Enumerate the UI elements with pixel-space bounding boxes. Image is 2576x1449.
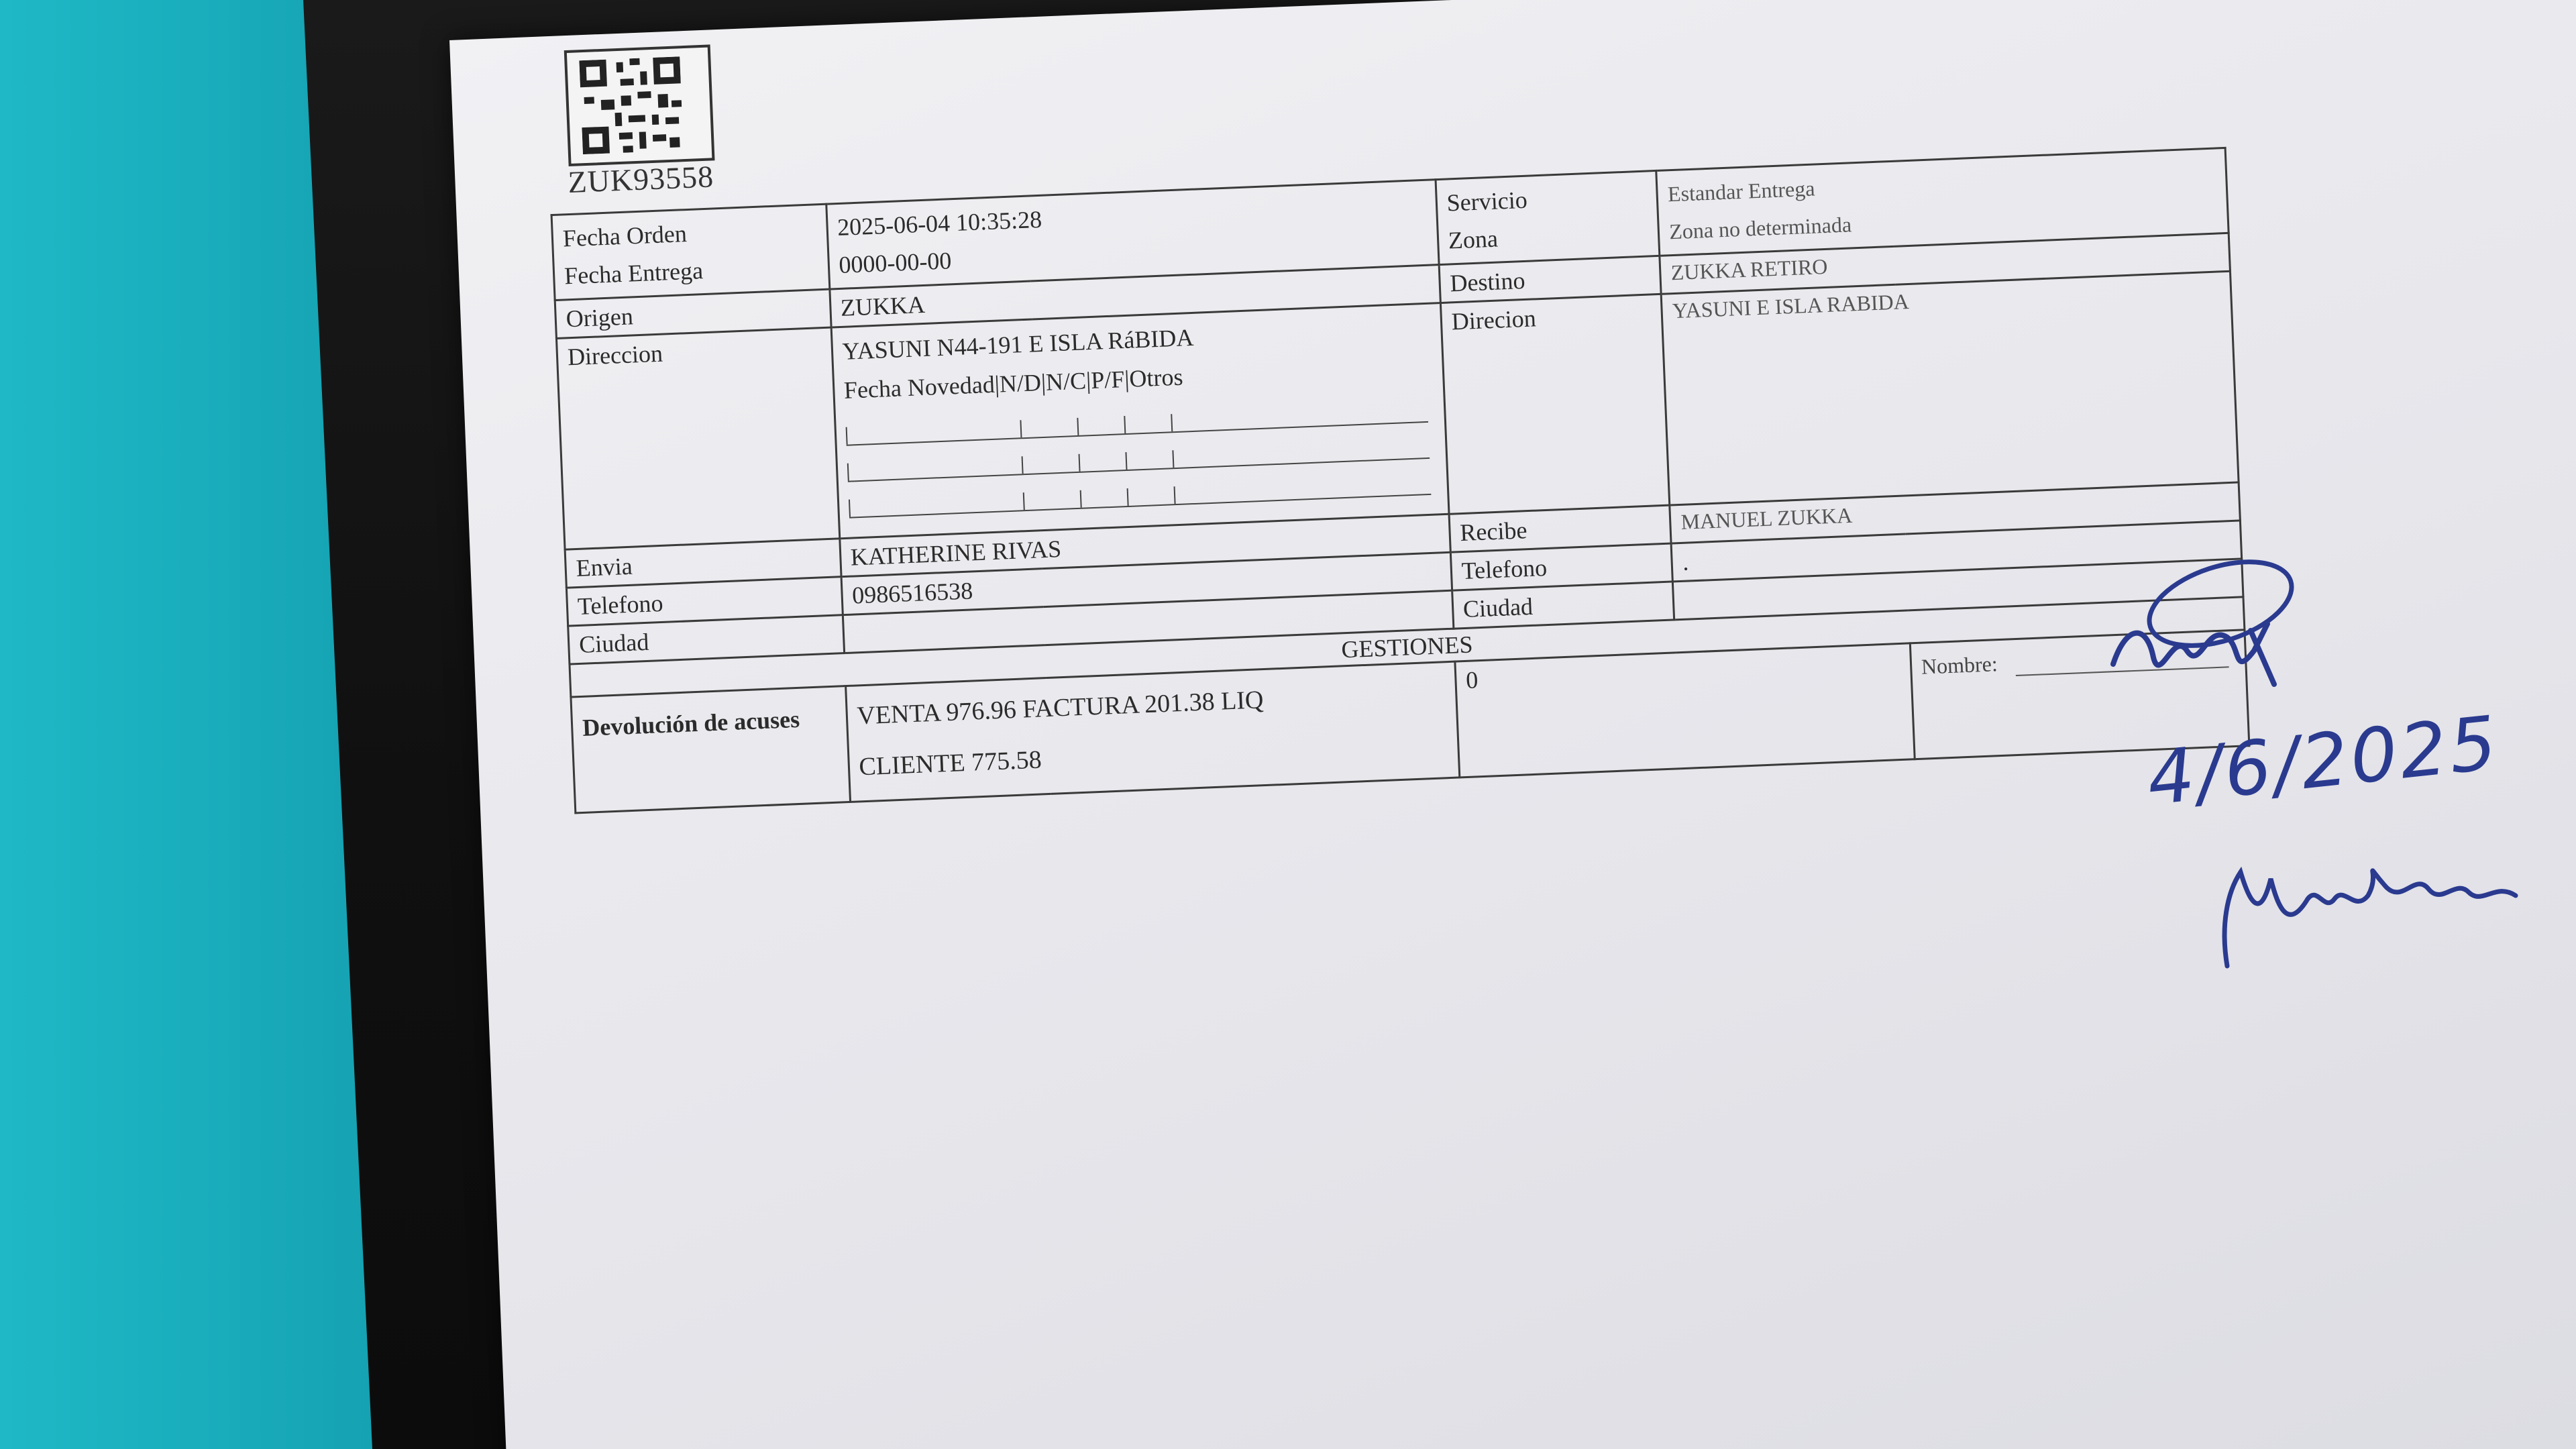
zona-label: Zona — [1448, 225, 1499, 254]
fecha-entrega-label: Fecha Entrega — [564, 257, 704, 290]
origen-label: Origen — [555, 289, 831, 338]
destino-label: Destino — [1439, 256, 1662, 303]
nombre-label: Nombre: — [1921, 651, 1998, 679]
ciudad-label: Ciudad — [568, 615, 845, 664]
servicio-label: Servicio — [1446, 186, 1528, 217]
telefono-dest-label: Telefono — [1450, 543, 1673, 590]
gestiones-header: GESTIONES — [570, 597, 2245, 697]
handwritten-name-signature — [2200, 832, 2536, 979]
zona-value: Zona no determinada — [1668, 212, 1852, 244]
servicio-value: Estandar Entrega — [1667, 176, 1816, 207]
devolucion-label: Devolución de acuses — [571, 686, 850, 813]
handwritten-signature-scribble — [2100, 550, 2301, 698]
gestiones-value: 0 — [1455, 643, 1915, 777]
servicio-labels-cell — [1436, 170, 1660, 264]
delivery-form-table — [551, 147, 2251, 814]
fecha-novedad-label: Fecha Novedad|N/D|N/C|P/F|Otros — [843, 363, 1184, 404]
direccion-value: YASUNI N44-191 E ISLA RáBIDA — [841, 323, 1195, 365]
devolucion-cell — [845, 661, 1459, 802]
recibe-value: MANUEL ZUKKA — [1670, 482, 2240, 543]
destino-value: ZUKKA RETIRO — [1660, 233, 2230, 294]
devolucion-line-1: VENTA 976.96 FACTURA 201.38 LIQ — [856, 686, 1265, 731]
telefono-label: Telefono — [566, 577, 843, 626]
fecha-labels-cell — [551, 204, 829, 300]
recibe-label: Recibe — [1449, 505, 1672, 552]
qr-code — [564, 44, 715, 166]
qr-code-icon — [579, 56, 683, 154]
direcion-dest-label: Direcion — [1440, 294, 1670, 514]
origen-value: ZUKKA — [829, 265, 1440, 327]
telefono-dest-value: . — [1671, 521, 2241, 582]
ciudad-dest-label: Ciudad — [1452, 582, 1674, 629]
fecha-entrega-value: 0000-00-00 — [838, 247, 953, 278]
fecha-orden-value: 2025-06-04 10:35:28 — [837, 205, 1042, 241]
direccion-cell — [831, 303, 1449, 539]
direccion-label: Direccion — [556, 327, 839, 549]
envia-label: Envia — [565, 539, 841, 588]
envia-value: KATHERINE RIVAS — [839, 514, 1450, 576]
direcion-dest-value: YASUNI E ISLA RABIDA — [1662, 271, 2239, 505]
handwritten-date: 4/6/2025 — [2143, 699, 2504, 822]
telefono-value: 0986516538 — [841, 552, 1452, 614]
devolucion-line-2: CLIENTE 775.58 — [858, 745, 1042, 782]
tracking-code: ZUK93558 — [567, 159, 715, 200]
fecha-orden-label: Fecha Orden — [562, 220, 688, 252]
